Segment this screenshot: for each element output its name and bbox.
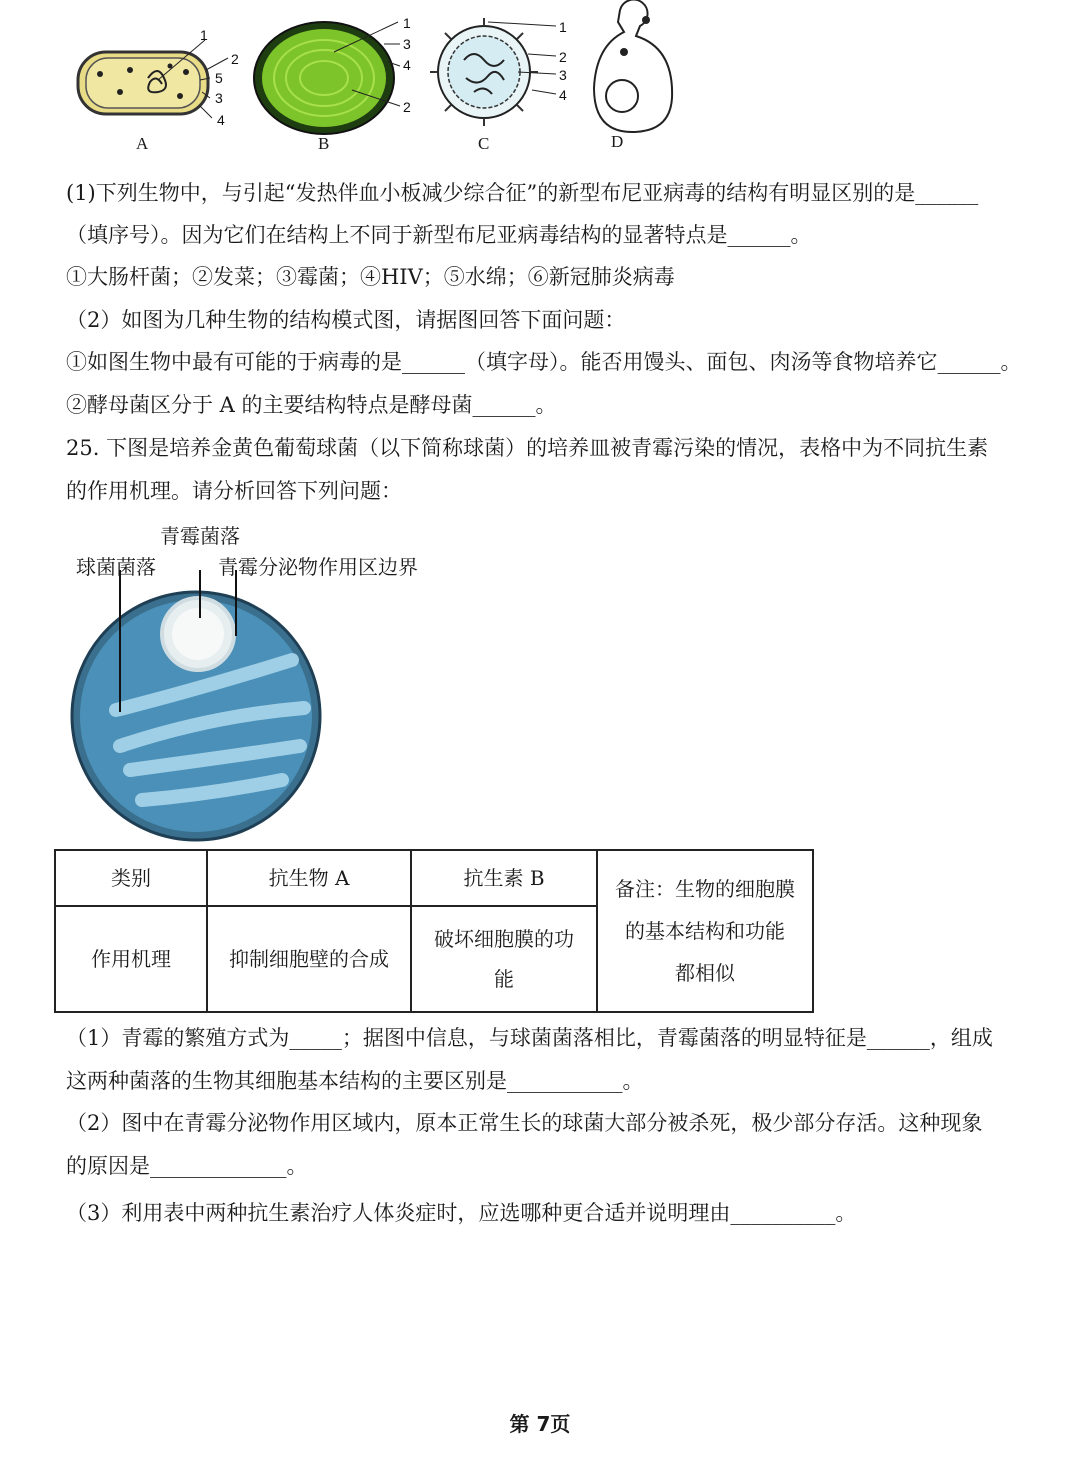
cell-c-number-4: 4 xyxy=(559,87,567,103)
table-note-line-3: 都相似 xyxy=(675,961,735,985)
petri-dish-figure xyxy=(60,570,340,845)
cell-b-number-4: 4 xyxy=(403,57,411,73)
cell-b-number-2: 2 xyxy=(403,99,411,115)
yeast-diagram-d xyxy=(594,0,672,132)
cell-c-number-3: 3 xyxy=(559,67,567,83)
organism-structure-diagram xyxy=(60,0,680,160)
q24-line-2: （填序号）。因为它们在结构上不同于新型布尼亚病毒结构的显著特点是______。 xyxy=(66,223,812,247)
q24-line-4: （2）如图为几种生物的结构模式图，请据图回答下面问题： xyxy=(66,308,626,332)
virus-diagram-c xyxy=(430,18,567,126)
table-note-line-2: 的基本结构和功能 xyxy=(625,919,785,943)
q25-q3-line-1: （3）利用表中两种抗生素治疗人体炎症时，应选哪种更合适并说明理由__________。 xyxy=(66,1201,857,1225)
cell-a-number-1: 1 xyxy=(200,27,208,43)
table-header-antibiotic-a: 抗生物 A xyxy=(207,850,411,906)
diagram-label-d: D xyxy=(611,132,624,151)
cell-a-number-2: 2 xyxy=(231,51,239,67)
table-cell-b-mechanism xyxy=(411,906,597,1012)
table-cell-a-mechanism: 抑制细胞壁的合成 xyxy=(207,906,411,1012)
table-note-line-1: 备注：生物的细胞膜 xyxy=(615,877,795,901)
label-penicillium-colony: 青霉菌落 xyxy=(160,524,240,548)
q24-line-5: ①如图生物中最有可能的于病毒的是______（填字母）。能否用馒头、面包、肉汤等食物培养它______。 xyxy=(66,350,1022,374)
algae-diagram-b xyxy=(254,15,411,134)
cell-a-number-4: 4 xyxy=(217,112,225,128)
bacterium-diagram-a xyxy=(78,27,239,128)
q24-line-6: ②酵母菌区分于 A 的主要结构特点是酵母菌______。 xyxy=(66,393,557,417)
table-header-category: 类别 xyxy=(55,850,207,906)
label-coccus-colony: 球菌菌落 xyxy=(76,555,156,579)
q25-q2-line-2: 的原因是_____________。 xyxy=(66,1154,308,1178)
diagram-label-a: A xyxy=(136,134,149,153)
table-b-mechanism-line-1: 破坏细胞膜的功 xyxy=(434,927,574,951)
q25-q2-line-1: （2）图中在青霉分泌物作用区域内，原本正常生长的球菌大部分被杀死，极少部分存活。这种现象 xyxy=(66,1111,983,1135)
diagram-label-b: B xyxy=(318,134,330,153)
table-b-mechanism-line-2: 能 xyxy=(494,967,514,991)
q25-q1-line-2: 这两种菌落的生物其细胞基本结构的主要区别是___________。 xyxy=(66,1069,644,1093)
q25-q1-line-1: （1）青霉的繁殖方式为_____；据图中信息，与球菌菌落相比，青霉菌落的明显特征是______，组成 xyxy=(66,1026,993,1050)
q24-line-3: ①大肠杆菌；②发菜；③霉菌；④HIV；⑤水绵；⑥新冠肺炎病毒 xyxy=(66,265,675,289)
cell-b-number-1: 1 xyxy=(403,15,411,31)
cell-c-number-1: 1 xyxy=(559,19,567,35)
table-header-antibiotic-b: 抗生素 B xyxy=(411,850,597,906)
diagram-label-c: C xyxy=(478,134,490,153)
q25-intro-line-2: 的作用机理。请分析回答下列问题： xyxy=(66,479,402,503)
table-row-label-mechanism: 作用机理 xyxy=(55,906,207,1012)
cell-a-number-3: 3 xyxy=(215,90,223,106)
cell-c-number-2: 2 xyxy=(559,49,567,65)
page-number: 第 7页 xyxy=(509,1412,571,1436)
table-note-cell xyxy=(597,850,813,1012)
q25-intro-line-1: 25. 下图是培养金黄色葡萄球菌（以下简称球菌）的培养皿被青霉污染的情况，表格中为不同抗生素 xyxy=(66,436,989,460)
cell-a-number-5: 5 xyxy=(215,70,223,86)
q24-line-1: (1)下列生物中，与引起“发热伴血小板减少综合征”的新型布尼亚病毒的结构有明显区别的是______ xyxy=(66,181,979,205)
cell-b-number-3: 3 xyxy=(403,36,411,52)
label-secretion-boundary: 青霉分泌物作用区边界 xyxy=(218,555,418,579)
antibiotic-mechanism-table xyxy=(54,849,814,1013)
